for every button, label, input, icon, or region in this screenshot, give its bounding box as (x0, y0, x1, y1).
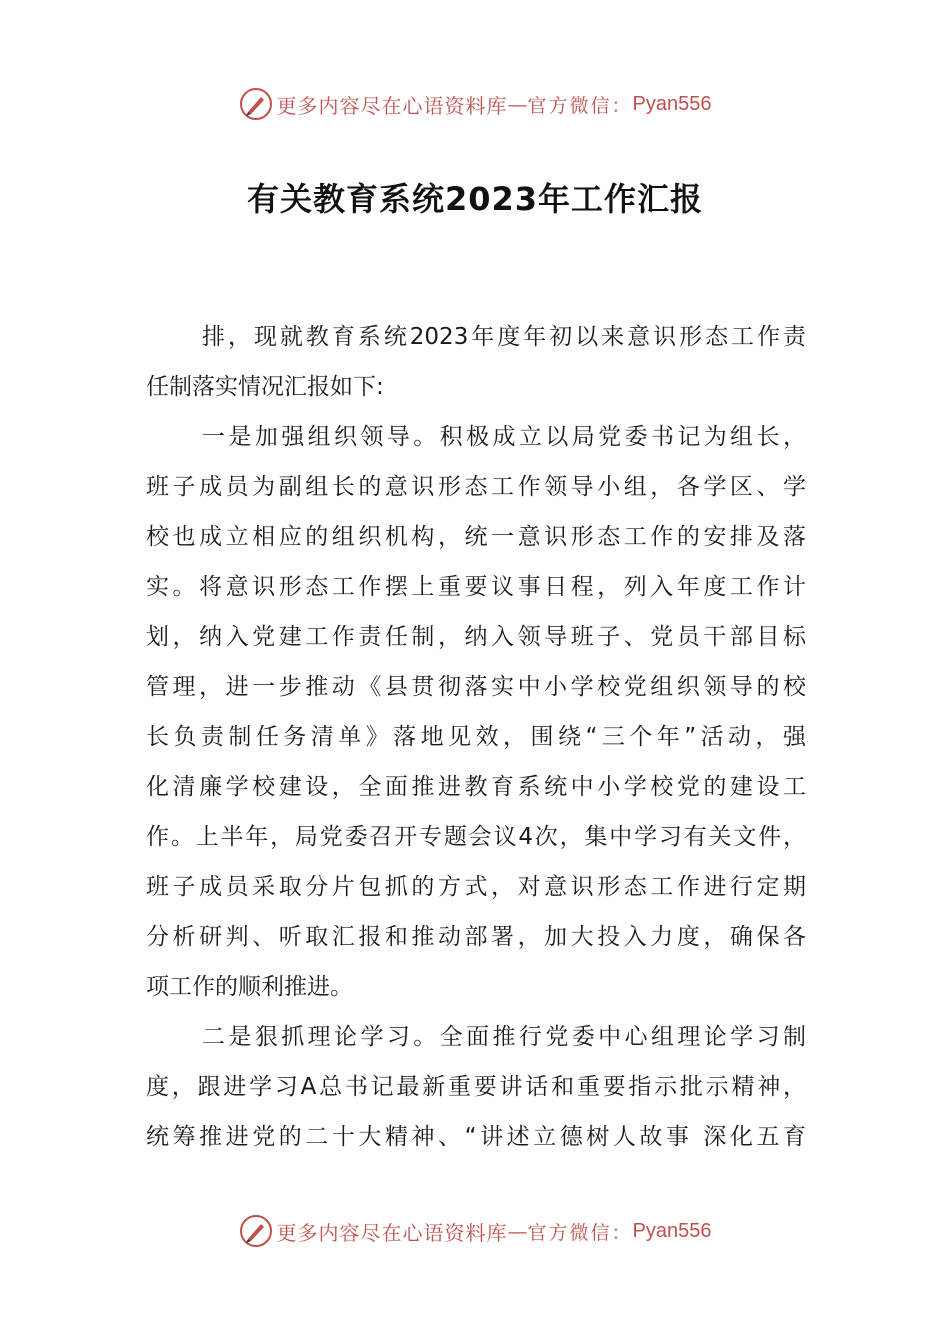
paragraph-line: 分析研判、听取汇报和推动部署，加大投入力度，确保各 (146, 924, 806, 950)
paragraph-line: 度，跟进学习A总书记最新重要讲话和重要指示批示精神， (146, 1074, 806, 1100)
watermark-wechat-label: 官方微信： (527, 1221, 633, 1244)
pen-logo-icon (239, 1214, 273, 1248)
watermark-dash: — (507, 92, 528, 116)
document-body (146, 312, 806, 1162)
paragraph-line: 排，现就教育系统2023年度年初以来意识形态工作责 (202, 324, 806, 350)
watermark-wechat-label: 官方微信： (527, 94, 633, 117)
watermark-slogan: 更多内容尽在心语资料库 (276, 1220, 508, 1245)
paragraph-line: 班子成员采取分片包抓的方式，对意识形态工作进行定期 (146, 874, 806, 900)
watermark-slogan: 更多内容尽在心语资料库 (276, 93, 508, 118)
pen-logo-icon (239, 87, 273, 121)
watermark-dash: — (507, 1219, 528, 1243)
paragraph-line: 划，纳入党建工作责任制，纳入领导班子、党员干部目标 (146, 624, 806, 650)
paragraph-line: 长负责制任务清单》落地见效，围绕“三个年”活动，强 (146, 724, 806, 750)
watermark-wechat-id: Pyan556 (632, 1219, 712, 1242)
paragraph-line: 一是加强组织领导。积极成立以局党委书记为组长， (202, 424, 806, 450)
paragraph-line: 二是狠抓理论学习。全面推行党委中心组理论学习制 (202, 1024, 806, 1050)
paragraph-line: 校也成立相应的组织机构，统一意识形态工作的安排及落 (146, 524, 806, 550)
paragraph-line: 项工作的顺利推进。 (146, 974, 353, 1000)
paragraph-line: 班子成员为副组长的意识形态工作领导小组，各学区、学 (146, 474, 806, 500)
paragraph-line: 化清廉学校建设，全面推进教育系统中小学校党的建设工 (146, 774, 806, 800)
paragraph-line: 实。将意识形态工作摆上重要议事日程，列入年度工作计 (146, 574, 806, 600)
paragraph-line: 管理，进一步推动《县贯彻落实中小学校党组织领导的校 (146, 674, 806, 700)
document-title: 有关教育系统2023年工作汇报 (246, 180, 704, 218)
header-watermark-banner (0, 84, 950, 124)
paragraph-line: 统筹推进党的二十大精神、“讲述立德树人故事 深化五育 (146, 1124, 806, 1150)
paragraph-line: 任制落实情况汇报如下: (146, 374, 384, 400)
paragraph-line: 作。上半年，局党委召开专题会议4次，集中学习有关文件， (146, 824, 806, 850)
watermark-wechat-id: Pyan556 (632, 92, 712, 115)
footer-watermark-banner (0, 1211, 950, 1251)
